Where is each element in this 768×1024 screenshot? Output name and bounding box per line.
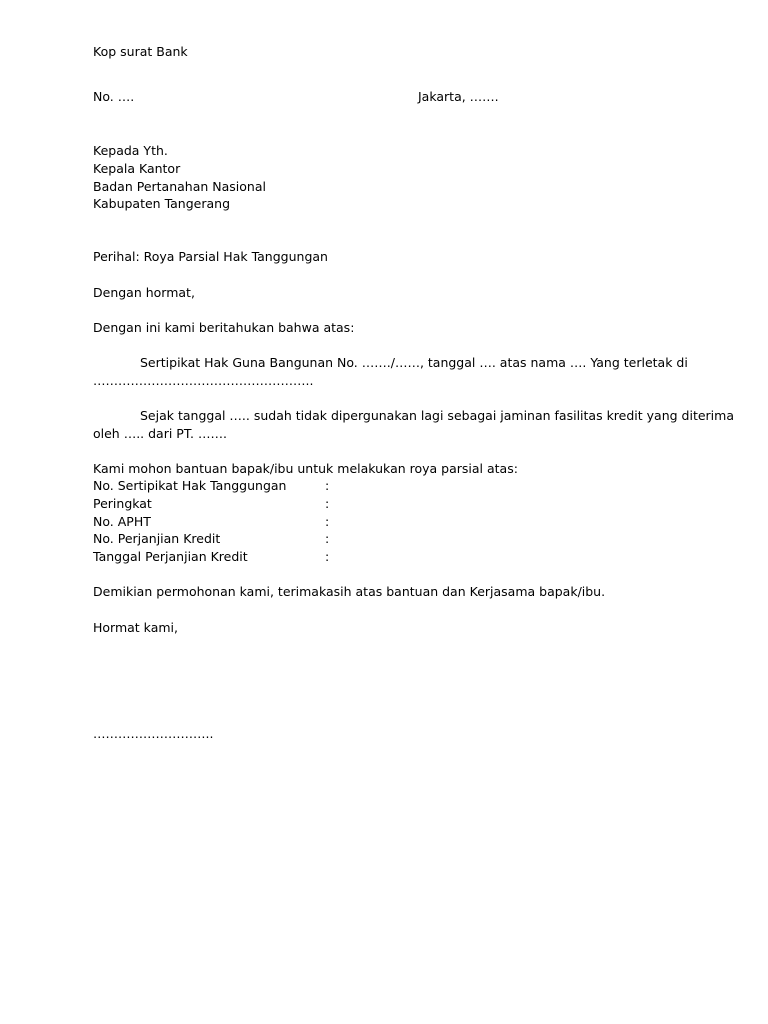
field-separator: : (325, 514, 330, 529)
recipient-line-2: Kepala Kantor (93, 161, 181, 176)
salutation: Dengan hormat, (93, 285, 195, 300)
regards-line: Hormat kami, (93, 620, 178, 635)
letterhead: Kop surat Bank (93, 44, 188, 59)
field-label: No. Sertipikat Hak Tanggungan (93, 478, 287, 493)
signature-placeholder: ……………………….. (93, 726, 214, 741)
intro-line: Dengan ini kami beritahukan bahwa atas: (93, 320, 355, 335)
request-line: Kami mohon bantuan bapak/ibu untuk melakukan roya parsial atas: (93, 461, 518, 476)
field-separator: : (325, 496, 330, 511)
field-label: No. APHT (93, 514, 151, 529)
field-label: No. Perjanjian Kredit (93, 531, 221, 546)
field-separator: : (325, 531, 330, 546)
paragraph1-line1: Sertipikat Hak Guna Bangunan No. ……./……, tanggal …. atas nama …. Yang terletak di (140, 355, 688, 370)
paragraph2-line2: oleh ….. dari PT. ……. (93, 426, 227, 441)
field-label: Tanggal Perjanjian Kredit (93, 549, 248, 564)
place-date: Jakarta, ……. (418, 89, 499, 104)
recipient-line-1: Kepada Yth. (93, 143, 168, 158)
recipient-line-4: Kabupaten Tangerang (93, 196, 231, 211)
subject-line: Perihal: Roya Parsial Hak Tanggungan (93, 249, 328, 264)
field-label: Peringkat (93, 496, 152, 511)
letter-number: No. …. (93, 89, 135, 104)
paragraph1-line2: …………………………………………….. (93, 373, 314, 388)
field-separator: : (325, 549, 330, 564)
closing-line: Demikian permohonan kami, terimakasih atas bantuan dan Kerjasama bapak/ibu. (93, 584, 606, 599)
paragraph2-line1: Sejak tanggal ….. sudah tidak dipergunakan lagi sebagai jaminan fasilitas kredit yang diterima (140, 408, 734, 423)
field-separator: : (325, 478, 330, 493)
recipient-line-3: Badan Pertanahan Nasional (93, 179, 266, 194)
